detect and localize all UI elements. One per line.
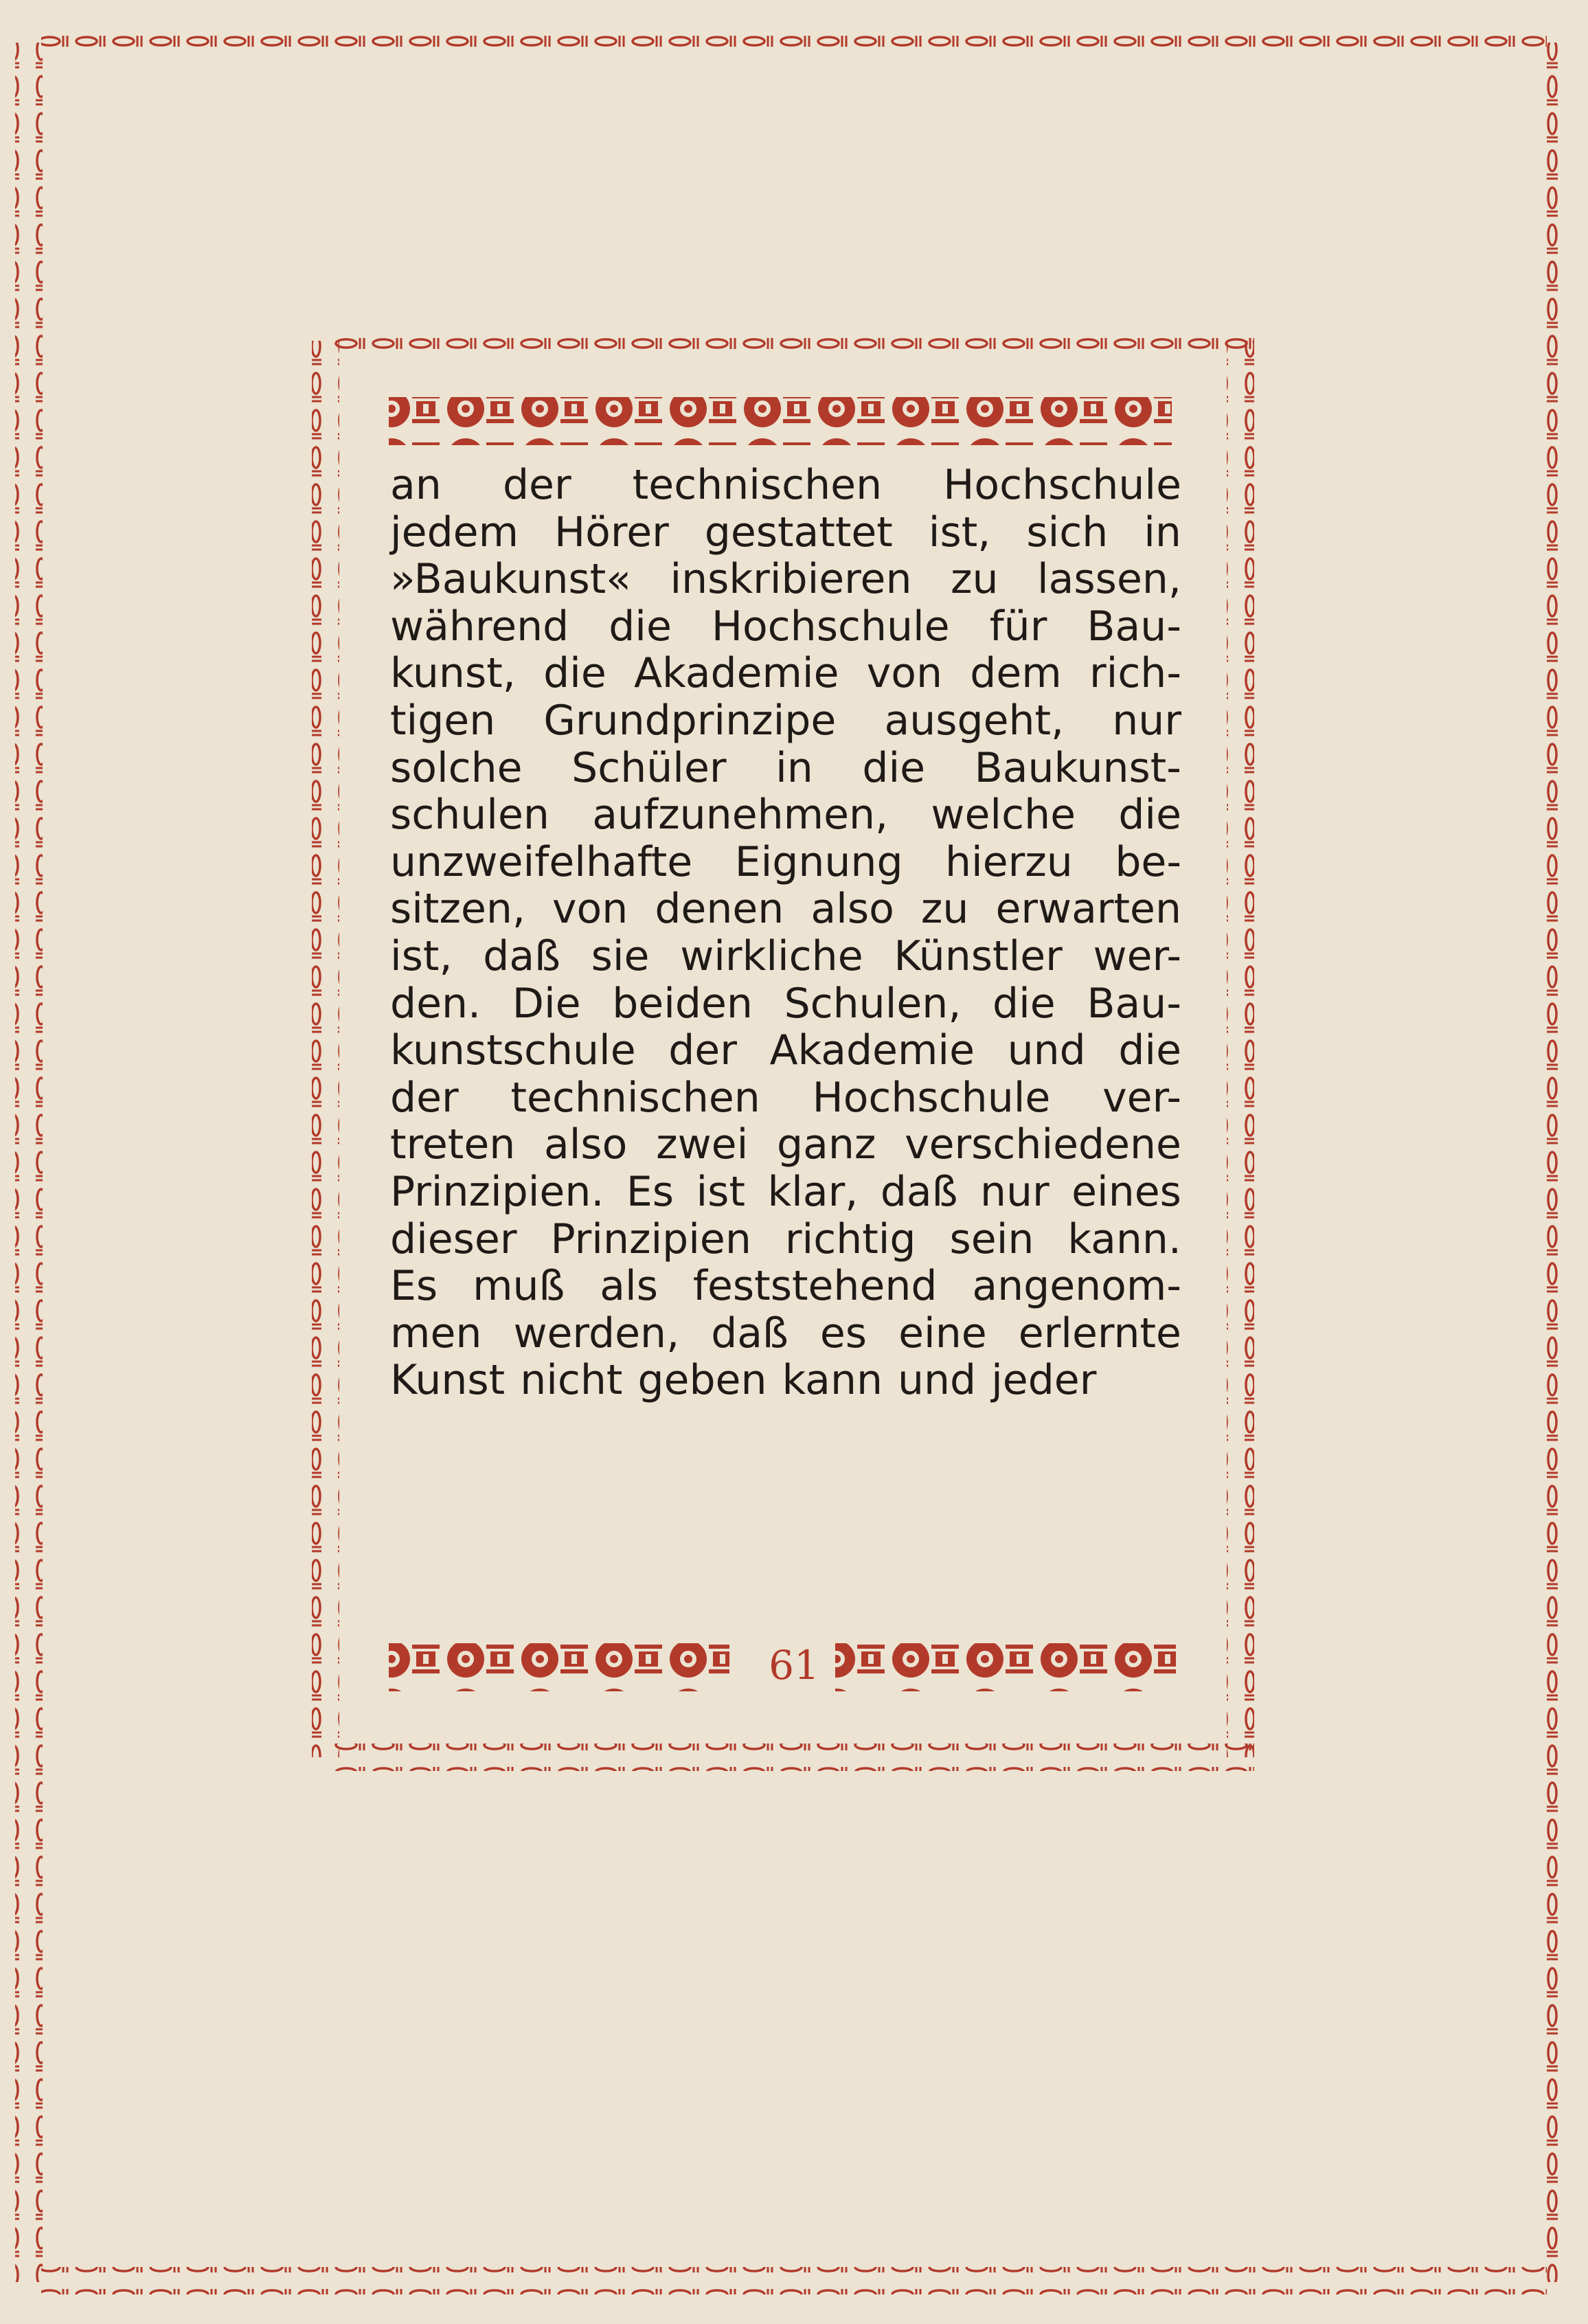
header-ornament-band [389,397,1172,445]
text-line-5: kunst, die Akademie von dem rich- [390,649,1181,698]
page-number: 61 [769,1642,819,1689]
outer-border-bottom [41,2267,1547,2294]
inner-border-left [312,341,339,1757]
text-line-1: an der technischen Hochschule [390,461,1181,509]
text-line-18: Es muß als feststehend angenom- [390,1262,1181,1311]
text-line-17: dieser Prinzipien richtig sein kann. [390,1215,1181,1263]
inner-border-right [1227,341,1254,1757]
text-line-11: ist, daß sie wirkliche Künstler wer- [390,932,1181,980]
footer-ornament-left [389,1643,729,1691]
text-line-8: schulen aufzunehmen, welche die [390,791,1181,839]
body-text [390,462,1181,1404]
text-line-4: während die Hochschule für Bau- [390,602,1181,651]
text-line-19: men werden, daß es eine erlernte [390,1309,1181,1357]
text-line-16: Prinzipien. Es ist klar, daß nur eines [390,1167,1181,1216]
text-line-14: der technischen Hochschule ver- [390,1073,1181,1122]
text-line-10: sitzen, von denen also zu erwarten [390,885,1181,934]
text-line-9: unzweifelhafte Eignung hierzu be- [390,837,1181,886]
text-line-13: kunstschule der Akademie und die [390,1026,1181,1075]
text-line-6: tigen Grundprinzipe ausgeht, nur [390,696,1181,745]
outer-border-top [41,29,1547,56]
outer-border-left [15,43,43,2282]
text-line-20: Kunst nicht geben kann und jeder [390,1356,1097,1405]
text-line-7: solche Schüler in die Baukunst- [390,743,1181,792]
text-line-15: treten also zwei ganz verschiedene [390,1120,1181,1169]
outer-border-right [1533,43,1561,2282]
text-line-3: »Baukunst« inskribieren zu lassen, [390,555,1181,604]
text-line-12: den. Die beiden Schulen, die Bau- [390,979,1181,1028]
inner-border-bottom [334,1744,1254,1771]
footer-ornament-right [835,1643,1176,1691]
text-line-2: jedem Hörer gestattet ist, sich in [390,508,1181,556]
inner-border-top [334,327,1254,354]
